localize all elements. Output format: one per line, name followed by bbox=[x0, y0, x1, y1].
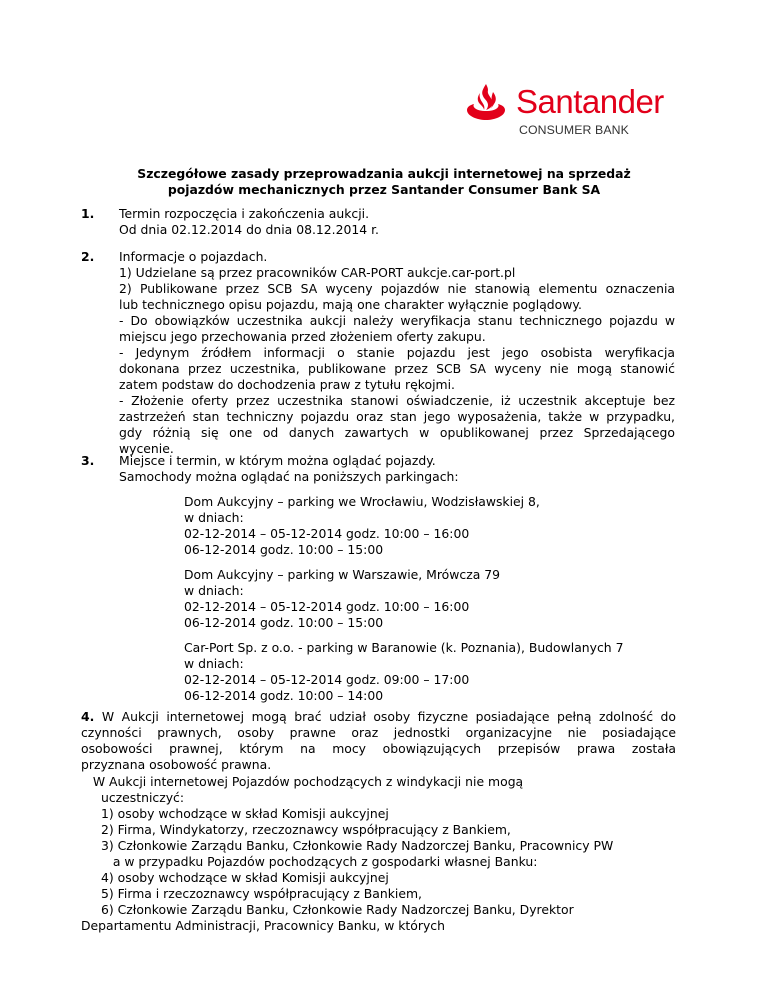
text-line: gdy różnią się one od danych zawartych w opublikowanej przez Sprzedającego bbox=[119, 425, 675, 440]
text-line: czynności prawnych, osoby prawne oraz jednostki organizacyjne nie posiadające bbox=[81, 725, 676, 740]
text-line: w dniach: bbox=[184, 583, 244, 598]
page-title bbox=[110, 166, 658, 198]
text-line: wycenie. bbox=[119, 441, 174, 456]
text-line: zatem podstaw do dochodzenia praw z tytułu rękojmi. bbox=[119, 377, 455, 392]
text-line: 06-12-2014 godz. 10:00 – 15:00 bbox=[184, 542, 384, 557]
text-line: w dniach: bbox=[184, 656, 244, 671]
text-line: osobowości prawnej, którym na mocy obowiązujących przepisów prawa została bbox=[81, 741, 676, 756]
section-number: 4. bbox=[81, 709, 95, 724]
text-line: lub technicznego opisu pojazdu, mają one charakter wyłącznie poglądowy. bbox=[119, 297, 582, 312]
section-4 bbox=[81, 709, 676, 773]
text-line: a w przypadku Pojazdów pochodzących z gospodarki własnej Banku: bbox=[101, 854, 538, 869]
text-line: 2) Publikowane przez SCB SA wyceny pojazdów nie stanowią elementu oznaczenia bbox=[119, 281, 675, 296]
exclusions-paragraph bbox=[81, 774, 676, 934]
text-line: 2) Firma, Windykatorzy, rzeczoznawcy współpracujący z Bankiem, bbox=[101, 822, 511, 837]
text-fragment: W Aukcji internetowej mogą brać udział osoby fizyczne posiadające pełną zdolność do bbox=[101, 709, 676, 724]
title-line: Szczegółowe zasady przeprowadzania aukcji internetowej na sprzedaż bbox=[137, 166, 631, 181]
flame-icon bbox=[463, 83, 509, 123]
text-line: Od dnia 02.12.2014 do dnia 08.12.2014 r. bbox=[119, 222, 379, 237]
text-line: miejscu jego przechowania przed złożeniem oferty zakupu. bbox=[119, 329, 486, 344]
text-line: przyznana osobowość prawna. bbox=[81, 757, 272, 772]
text-line: - Jedynym źródłem informacji o stanie pojazdu jest jego osobista weryfikacja bbox=[119, 345, 675, 360]
text-line: Dom Aukcyjny – parking w Warszawie, Mrówcza 79 bbox=[184, 567, 500, 582]
text-line: 1) Udzielane są przez pracowników CAR-PORT aukcje.car-port.pl bbox=[119, 265, 516, 280]
section-number: 3. bbox=[81, 453, 95, 468]
text-line: 02-12-2014 – 05-12-2014 godz. 10:00 – 16:00 bbox=[184, 526, 470, 541]
section-number: 2. bbox=[81, 249, 95, 264]
brand-subtitle: CONSUMER BANK bbox=[519, 123, 629, 137]
section-1 bbox=[119, 206, 675, 238]
section-number: 1. bbox=[81, 206, 95, 221]
parking-wroclaw bbox=[184, 494, 664, 558]
text-line: Car-Port Sp. z o.o. - parking w Baranowie (k. Poznania), Budowlanych 7 bbox=[184, 640, 624, 655]
text-line: 06-12-2014 godz. 10:00 – 15:00 bbox=[184, 615, 384, 630]
text-line: Departamentu Administracji, Pracownicy Banku, w których bbox=[81, 918, 445, 933]
parking-baranowo bbox=[184, 640, 664, 704]
text-line: - Złożenie oferty przez uczestnika stanowi oświadczenie, iż uczestnik akceptuje bez bbox=[119, 393, 675, 408]
text-line: Termin rozpoczęcia i zakończenia aukcji. bbox=[119, 206, 370, 221]
text-line: 02-12-2014 – 05-12-2014 godz. 10:00 – 16:00 bbox=[184, 599, 470, 614]
text-line: W Aukcji internetowej Pojazdów pochodzących z windykacji nie mogą bbox=[81, 774, 524, 789]
text-line: - Do obowiązków uczestnika aukcji należy weryfikacja stanu technicznego pojazdu w bbox=[119, 313, 675, 328]
brand-name: Santander bbox=[516, 83, 664, 120]
text-line: 1) osoby wchodzące w skład Komisji aukcyjnej bbox=[101, 806, 389, 821]
text-line: uczestniczyć: bbox=[101, 790, 185, 805]
text-line: w dniach: bbox=[184, 510, 244, 525]
text-line: 6) Członkowie Zarządu Banku, Członkowie Rady Nadzorczej Banku, Dyrektor bbox=[101, 902, 574, 917]
text-line: 3) Członkowie Zarządu Banku, Członkowie Rady Nadzorczej Banku, Pracownicy PW bbox=[101, 838, 614, 853]
text-line: dokonana przez uczestnika, publikowane przez SCB SA wyceny nie mogą stanowić bbox=[119, 361, 675, 376]
text-line: 5) Firma i rzeczoznawcy współpracujący z Bankiem, bbox=[101, 886, 423, 901]
text-line: 02-12-2014 – 05-12-2014 godz. 09:00 – 17:00 bbox=[184, 672, 470, 687]
text-line: Dom Aukcyjny – parking we Wrocławiu, Wodzisławskiej 8, bbox=[184, 494, 540, 509]
text-line: Informacje o pojazdach. bbox=[119, 249, 268, 264]
text-line: 06-12-2014 godz. 10:00 – 14:00 bbox=[184, 688, 384, 703]
santander-logo bbox=[463, 83, 663, 143]
text-line: Miejsce i termin, w którym można oglądać pojazdy. bbox=[119, 453, 436, 468]
section-2 bbox=[119, 249, 675, 457]
parking-warszawa bbox=[184, 567, 664, 631]
text-line: Samochody można oglądać na poniższych parkingach: bbox=[119, 469, 459, 484]
text-line: 4) osoby wchodzące w skład Komisji aukcyjnej bbox=[101, 870, 389, 885]
text-line bbox=[81, 709, 676, 725]
title-line: pojazdów mechanicznych przez Santander Consumer Bank SA bbox=[167, 182, 601, 197]
section-3 bbox=[119, 453, 675, 485]
text-line: zastrzeżeń stan techniczny pojazdu oraz stan jego wyposażenia, także w przypadku, bbox=[119, 409, 675, 424]
